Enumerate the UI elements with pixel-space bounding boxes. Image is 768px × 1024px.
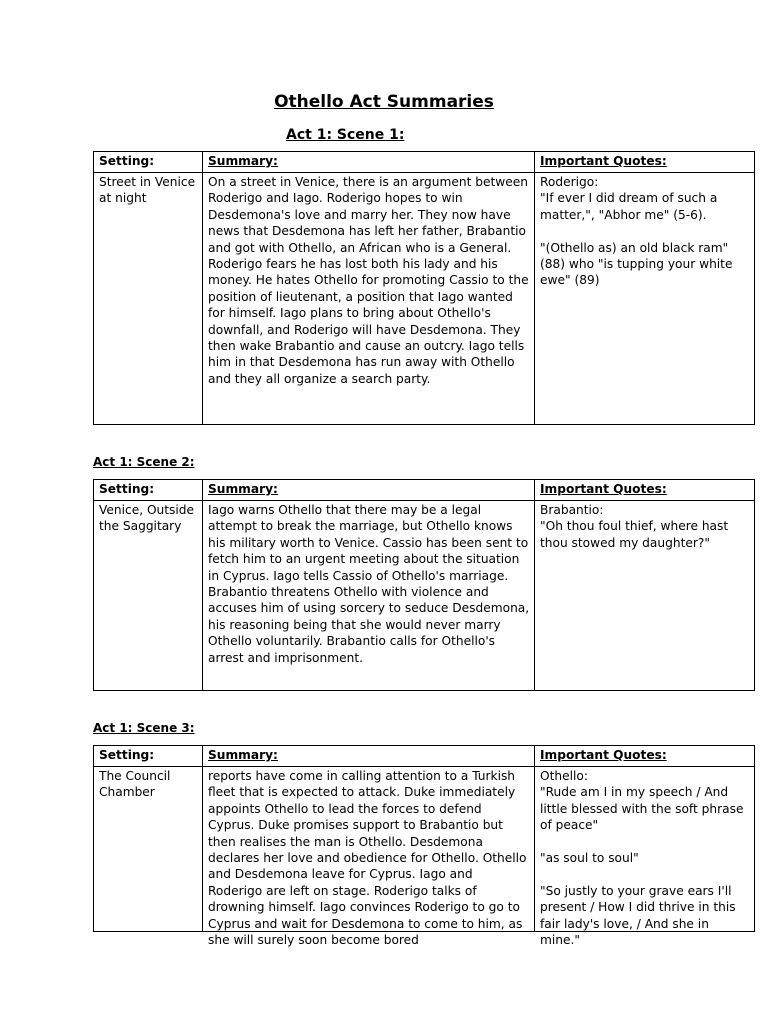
quotes-text: Brabantio: "Oh thou foul thief, where hast thou stowed my daughter?"	[540, 503, 729, 550]
quotes-cell	[535, 767, 755, 948]
quotes-header: Important Quotes:	[535, 480, 755, 501]
table-header-row	[94, 746, 755, 767]
summary-header: Summary:	[203, 152, 535, 173]
quotes-header: Important Quotes:	[535, 746, 755, 767]
quotes-cell	[535, 173, 755, 425]
setting-cell: The Council Chamber	[94, 767, 203, 932]
summary-cell: On a street in Venice, there is an argument between Roderigo and Iago. Roderigo hopes to win Desdemona's love and marry her. They now have news that Desdemona has left her father, Brabantio and got with Othello, an African who is a General. Roderigo fears he has lost both his lady and his money. He hates Othello for promoting Cassio to the position of lieutenant, a position that Iago wanted for himself. Iago plans to bring about Othello's downfall, and Roderigo will have Desdemona. They then wake Brabantio and cause an outcry. Iago tells him in that Desdemona has run away with Othello and they all organize a search party.	[203, 173, 535, 425]
table-row	[94, 173, 755, 425]
quotes-text: Othello: "Rude am I in my speech / And little blessed with the soft phrase of peace" "as soul to soul" "So justly to your grave ears I'll present / How I did thrive in this fair lady's love, / And she in mine."	[540, 769, 744, 948]
setting-header: Setting:	[94, 152, 203, 173]
quotes-header: Important Quotes:	[535, 152, 755, 173]
summary-cell: Iago warns Othello that there may be a legal attempt to break the marriage, but Othello knows his military worth to Venice. Cassio has been sent to fetch him to an urgent meeting about the situation in Cyprus. Iago tells Cassio of Othello's marriage. Brabantio threatens Othello with violence and accuses him of using sorcery to seduce Desdemona, his reasoning being that she would never marry Othello voluntarily. Brabantio calls for Othello's arrest and imprisonment.	[203, 501, 535, 691]
summary-header: Summary:	[203, 746, 535, 767]
quotes-cell	[535, 501, 755, 691]
scene-heading-1: Act 1: Scene 1:	[286, 127, 405, 143]
quotes-text: Roderigo: "If ever I did dream of such a matter,", "Abhor me" (5-6). "(Othello as) an old black ram" (88) who "is tupping your white ewe" (89)	[540, 175, 733, 288]
table-row	[94, 501, 755, 691]
scene-table-1	[93, 151, 755, 425]
table-row	[94, 767, 755, 932]
scene-heading-3: Act 1: Scene 3:	[93, 721, 195, 735]
setting-cell: Venice, Outside the Saggitary	[94, 501, 203, 691]
summary-text: reports have come in calling attention to a Turkish fleet that is expected to attack. Duke immediately appoints Othello to lead the forces to defend Cyprus. Duke promises support to Brabantio but then realises the man is Othello. Desdemona declares her love and obedience for Othello. Othello and Desdemona leave for Cyprus. Iago and Roderigo are left on stage. Roderigo talks of drowning himself. Iago convinces Roderigo to go to Cyprus and wait for Desdemona to come to him, as she will surely soon become bored	[208, 769, 527, 948]
setting-header: Setting:	[94, 746, 203, 767]
scene-heading-2: Act 1: Scene 2:	[93, 455, 195, 469]
scene-table-3	[93, 745, 755, 948]
scene-table-2	[93, 479, 755, 691]
table-header-row	[94, 152, 755, 173]
document-title: Othello Act Summaries	[274, 92, 494, 112]
setting-cell: Street in Venice at night	[94, 173, 203, 425]
setting-header: Setting:	[94, 480, 203, 501]
summary-cell	[203, 767, 535, 948]
summary-header: Summary:	[203, 480, 535, 501]
table-header-row	[94, 480, 755, 501]
